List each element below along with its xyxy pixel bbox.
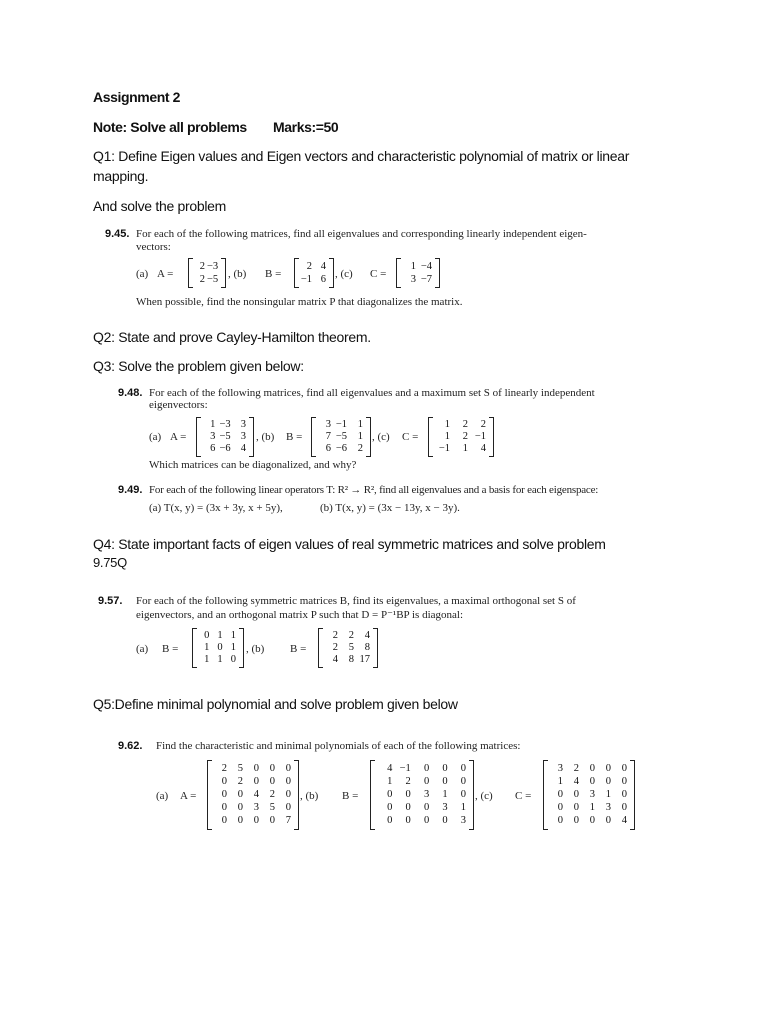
matrix-cell: 3 [460,815,466,827]
matrix-q1-A [188,258,226,288]
matrix-cell: 3 [423,789,430,800]
matrix-cell: 0 [285,762,291,774]
matrix-cell: 0 [460,789,466,800]
matrix-cell: 1 [557,775,563,787]
label-b: , (b) [246,643,265,655]
matrix-cell: 0 [621,762,627,774]
bracket-right [221,258,226,288]
matrix-cell: −6 [335,443,347,454]
matrix-cell: 0 [221,775,227,787]
q2-text: Q2: State and prove Cayley-Hamilton theorem. [93,329,371,345]
matrix-cell: 0 [557,789,563,800]
matrix-q3-B [311,417,371,457]
bracket-left [543,760,548,830]
bracket-right [435,258,440,288]
matrix-cell: 1 [230,630,236,641]
matrix-cell: 3 [240,431,246,442]
matrix-cell: 1 [217,654,223,665]
label-a: (a) [156,790,169,802]
matrix-cell: 1 [589,802,595,814]
matrix-cell: 6 [210,443,216,454]
matrix-cell: −5 [335,431,347,442]
matrix-cell: 1 [462,443,468,454]
problem-9-48-line2: eigenvectors: [149,399,208,411]
bracket-right [630,760,635,830]
matrix-cell: 4 [364,630,370,641]
matrix-cell: 0 [285,802,291,814]
matrix-cell: 3 [589,789,595,800]
matrix-cell: 0 [230,654,236,665]
matrix-cell: 2 [332,630,338,641]
matrix-q5-C [543,760,635,830]
matrix-cell: 4 [480,443,486,454]
matrix-cell: 5 [348,642,354,653]
bracket-left [196,417,201,457]
matrix-cell: 6 [320,273,326,285]
marks-text: Marks:=50 [273,119,339,135]
matrix-cell: 0 [237,802,243,814]
matrix-cell: 0 [269,815,275,827]
matrix-cell: 0 [460,775,466,787]
matrix-cell: 0 [405,802,411,814]
label-B: B = [286,431,303,443]
problem-9-62-line1: Find the characteristic and minimal polynomials of each of the following matrices: [156,740,521,752]
matrix-q3-A [196,417,254,457]
matrix-cell: 3 [253,802,259,814]
problem-9-49-a: (a) T(x, y) = (3x + 3y, x + 5y), [149,502,283,514]
matrix-cell: 0 [442,815,448,827]
bracket-left [318,628,323,668]
matrix-cell: 2 [221,762,227,774]
matrix-cell: 0 [442,762,448,774]
matrix-cell: 0 [621,775,627,787]
bracket-left [207,760,212,830]
problem-9-45-line1: For each of the following matrices, find all eigenvalues and corresponding linearly independent eigen- [136,228,587,240]
matrix-q1-B [294,258,334,288]
matrix-cell: 0 [589,762,595,774]
matrix-cell: 0 [253,815,259,827]
matrix-cell: 1 [357,431,363,442]
label-c: , (c) [335,268,353,280]
problem-9-49-line1: For each of the following linear operators T: R² → R², find all eigenvalues and a basis for each eigenspace: [149,484,599,496]
bracket-right [294,760,299,830]
matrix-cell: 1 [357,419,363,430]
matrix-cell: 1 [410,260,416,272]
bracket-left [396,258,401,288]
label-c: , (c) [475,790,493,802]
matrix-cell: 2 [237,775,243,787]
matrix-cell: 1 [387,775,393,787]
problem-9-49-number: 9.49. [118,484,143,496]
matrix-cell: 0 [605,762,611,774]
bracket-right [366,417,371,457]
matrix-cell: 0 [573,815,579,827]
matrix-cell: −1 [438,443,450,454]
matrix-cell: 0 [621,802,627,814]
problem-9-57-line1: For each of the following symmetric matrices B, find its eigenvalues, a maximal orthogonal set S of [136,595,576,607]
matrix-q5-B [370,760,474,830]
label-B: B = [342,790,359,802]
matrix-q3-C [428,417,494,457]
bracket-left [311,417,316,457]
matrix-cell: −5 [219,431,231,442]
label-B1: B = [162,643,179,655]
matrix-cell: 3 [605,802,611,814]
matrix-cell: 4 [320,260,326,272]
label-b: , (b) [228,268,247,280]
matrix-cell: 0 [460,762,466,774]
problem-9-62-number: 9.62. [118,740,143,752]
label-C: C = [370,268,387,280]
matrix-cell: 0 [605,815,611,827]
matrix-cell: 2 [348,630,354,641]
matrix-cell: 0 [605,775,611,787]
matrix-cell: 0 [423,802,430,814]
matrix-cell: 1 [230,642,236,653]
q4-line2: 9.75Q [93,555,127,570]
matrix-cell: 8 [348,654,354,665]
matrix-cell: 2 [357,443,363,454]
matrix-cell: 0 [269,762,275,774]
matrix-cell: 0 [573,789,579,800]
matrix-cell: 0 [285,775,291,787]
matrix-cell: 3 [210,431,216,442]
label-b: , (b) [256,431,275,443]
matrix-cell: 2 [480,419,486,430]
bracket-left [428,417,433,457]
q1-line2: mapping. [93,168,149,184]
label-A: A = [157,268,174,280]
matrix-cell: 2 [199,260,205,272]
matrix-cell: 0 [387,815,393,827]
matrix-cell: 0 [221,815,227,827]
matrix-cell: 0 [557,815,563,827]
matrix-cell: 1 [210,419,216,430]
matrix-cell: 1 [204,654,210,665]
assignment-title: Assignment 2 [93,89,180,105]
q3-text: Q3: Solve the problem given below: [93,358,304,374]
matrix-q1-C [396,258,440,288]
matrix-cell: 3 [410,273,416,285]
matrix-cell: 2 [405,775,411,787]
matrix-cell: −6 [219,443,231,454]
matrix-cell: −1 [399,762,411,774]
matrix-cell: 0 [405,789,411,800]
matrix-cell: 4 [240,443,246,454]
matrix-cell: −1 [474,431,486,442]
matrix-cell: 2 [306,260,312,272]
label-A: A = [180,790,197,802]
matrix-cell: 0 [285,789,291,800]
matrix-cell: 8 [364,642,370,653]
bracket-right [373,628,378,668]
bracket-left [370,760,375,830]
matrix-cell: 0 [589,775,595,787]
matrix-cell: −7 [420,273,432,285]
label-B2: B = [290,643,307,655]
matrix-cell: 3 [442,802,448,814]
matrix-cell: −3 [207,260,219,272]
matrix-cell: 5 [237,762,243,774]
matrix-cell: 1 [460,802,466,814]
matrix-cell: 7 [325,431,331,442]
matrix-cell: 0 [442,775,448,787]
q5-text: Q5:Define minimal polynomial and solve problem given below [93,696,458,712]
bracket-right [469,760,474,830]
matrix-cell: 0 [269,775,275,787]
matrix-cell: 0 [387,802,393,814]
problem-9-45-number: 9.45. [105,228,130,240]
matrix-cell: 0 [557,802,563,814]
matrix-q4-Ba [192,628,244,668]
matrix-cell: 0 [573,802,579,814]
problem-9-49-b: (b) T(x, y) = (3x − 13y, x − 3y). [320,502,460,514]
matrix-cell: 0 [387,789,393,800]
matrix-cell: 3 [557,762,563,774]
label-A: A = [170,431,187,443]
matrix-cell: 5 [269,802,275,814]
q1-line1: Q1: Define Eigen values and Eigen vectors and characteristic polynomial of matrix or linear [93,148,630,164]
matrix-cell: 0 [253,775,259,787]
matrix-cell: 2 [269,789,275,800]
label-C: C = [402,431,419,443]
matrix-cell: −1 [335,419,347,430]
bracket-right [489,417,494,457]
matrix-cell: 0 [423,775,430,787]
label-a: (a) [136,643,149,655]
q4-line1: Q4: State important facts of eigen values of real symmetric matrices and solve problem [93,536,606,552]
matrix-cell: 1 [442,789,448,800]
matrix-cell: 17 [359,654,370,665]
matrix-cell: 4 [332,654,338,665]
matrix-cell: 6 [325,443,331,454]
matrix-q4-Bb [318,628,378,668]
matrix-cell: 0 [423,762,430,774]
label-C: C = [515,790,532,802]
matrix-cell: 1 [444,419,450,430]
matrix-cell: 1 [204,642,210,653]
matrix-cell: 2 [573,762,579,774]
matrix-cell: 4 [621,815,627,827]
matrix-cell: 2 [462,431,468,442]
matrix-cell: 4 [253,789,259,800]
matrix-cell: 0 [621,789,627,800]
bracket-left [192,628,197,668]
matrix-cell: −3 [219,419,231,430]
matrix-cell: −1 [300,273,312,285]
matrix-cell: 2 [332,642,338,653]
problem-9-57-number: 9.57. [98,595,123,607]
matrix-cell: 0 [204,630,210,641]
matrix-cell: 0 [237,815,243,827]
matrix-cell: 1 [217,630,223,641]
matrix-cell: 3 [240,419,246,430]
matrix-cell: 0 [589,815,595,827]
matrix-cell: 2 [199,273,205,285]
note-text: Note: Solve all problems [93,119,247,135]
matrix-cell: 4 [573,775,579,787]
q1-line3: And solve the problem [93,198,227,214]
label-b: , (b) [300,790,319,802]
problem-9-48-number: 9.48. [118,387,143,399]
matrix-cell: 1 [444,431,450,442]
problem-9-48-line1: For each of the following matrices, find all eigenvalues and a maximum set S of linearly independent [149,387,595,399]
problem-9-45-line2: vectors: [136,241,171,253]
matrix-cell: 2 [462,419,468,430]
matrix-cell: 4 [387,762,393,774]
label-a: (a) [149,431,162,443]
problem-9-57-line2: eigenvectors, and an orthogonal matrix P such that D = P⁻¹BP is diagonal: [136,609,464,621]
matrix-cell: 0 [221,789,227,800]
matrix-cell: 3 [325,419,331,430]
matrix-cell: −4 [420,260,432,272]
label-B: B = [265,268,282,280]
bracket-right [329,258,334,288]
bracket-right [239,628,244,668]
matrix-cell: 0 [217,642,223,653]
matrix-cell: 0 [423,815,430,827]
bracket-right [249,417,254,457]
matrix-cell: 0 [237,789,243,800]
bracket-left [188,258,193,288]
problem-9-45-footer: When possible, find the nonsingular matrix P that diagonalizes the matrix. [136,296,463,308]
matrix-cell: 1 [605,789,611,800]
matrix-q5-A [207,760,299,830]
matrix-cell: −5 [207,273,219,285]
bracket-left [294,258,299,288]
label-a: (a) [136,268,149,280]
matrix-cell: 0 [221,802,227,814]
matrix-cell: 0 [253,762,259,774]
problem-9-48-footer: Which matrices can be diagonalized, and why? [149,459,357,471]
label-c: , (c) [372,431,390,443]
matrix-cell: 7 [285,815,291,827]
matrix-cell: 0 [405,815,411,827]
